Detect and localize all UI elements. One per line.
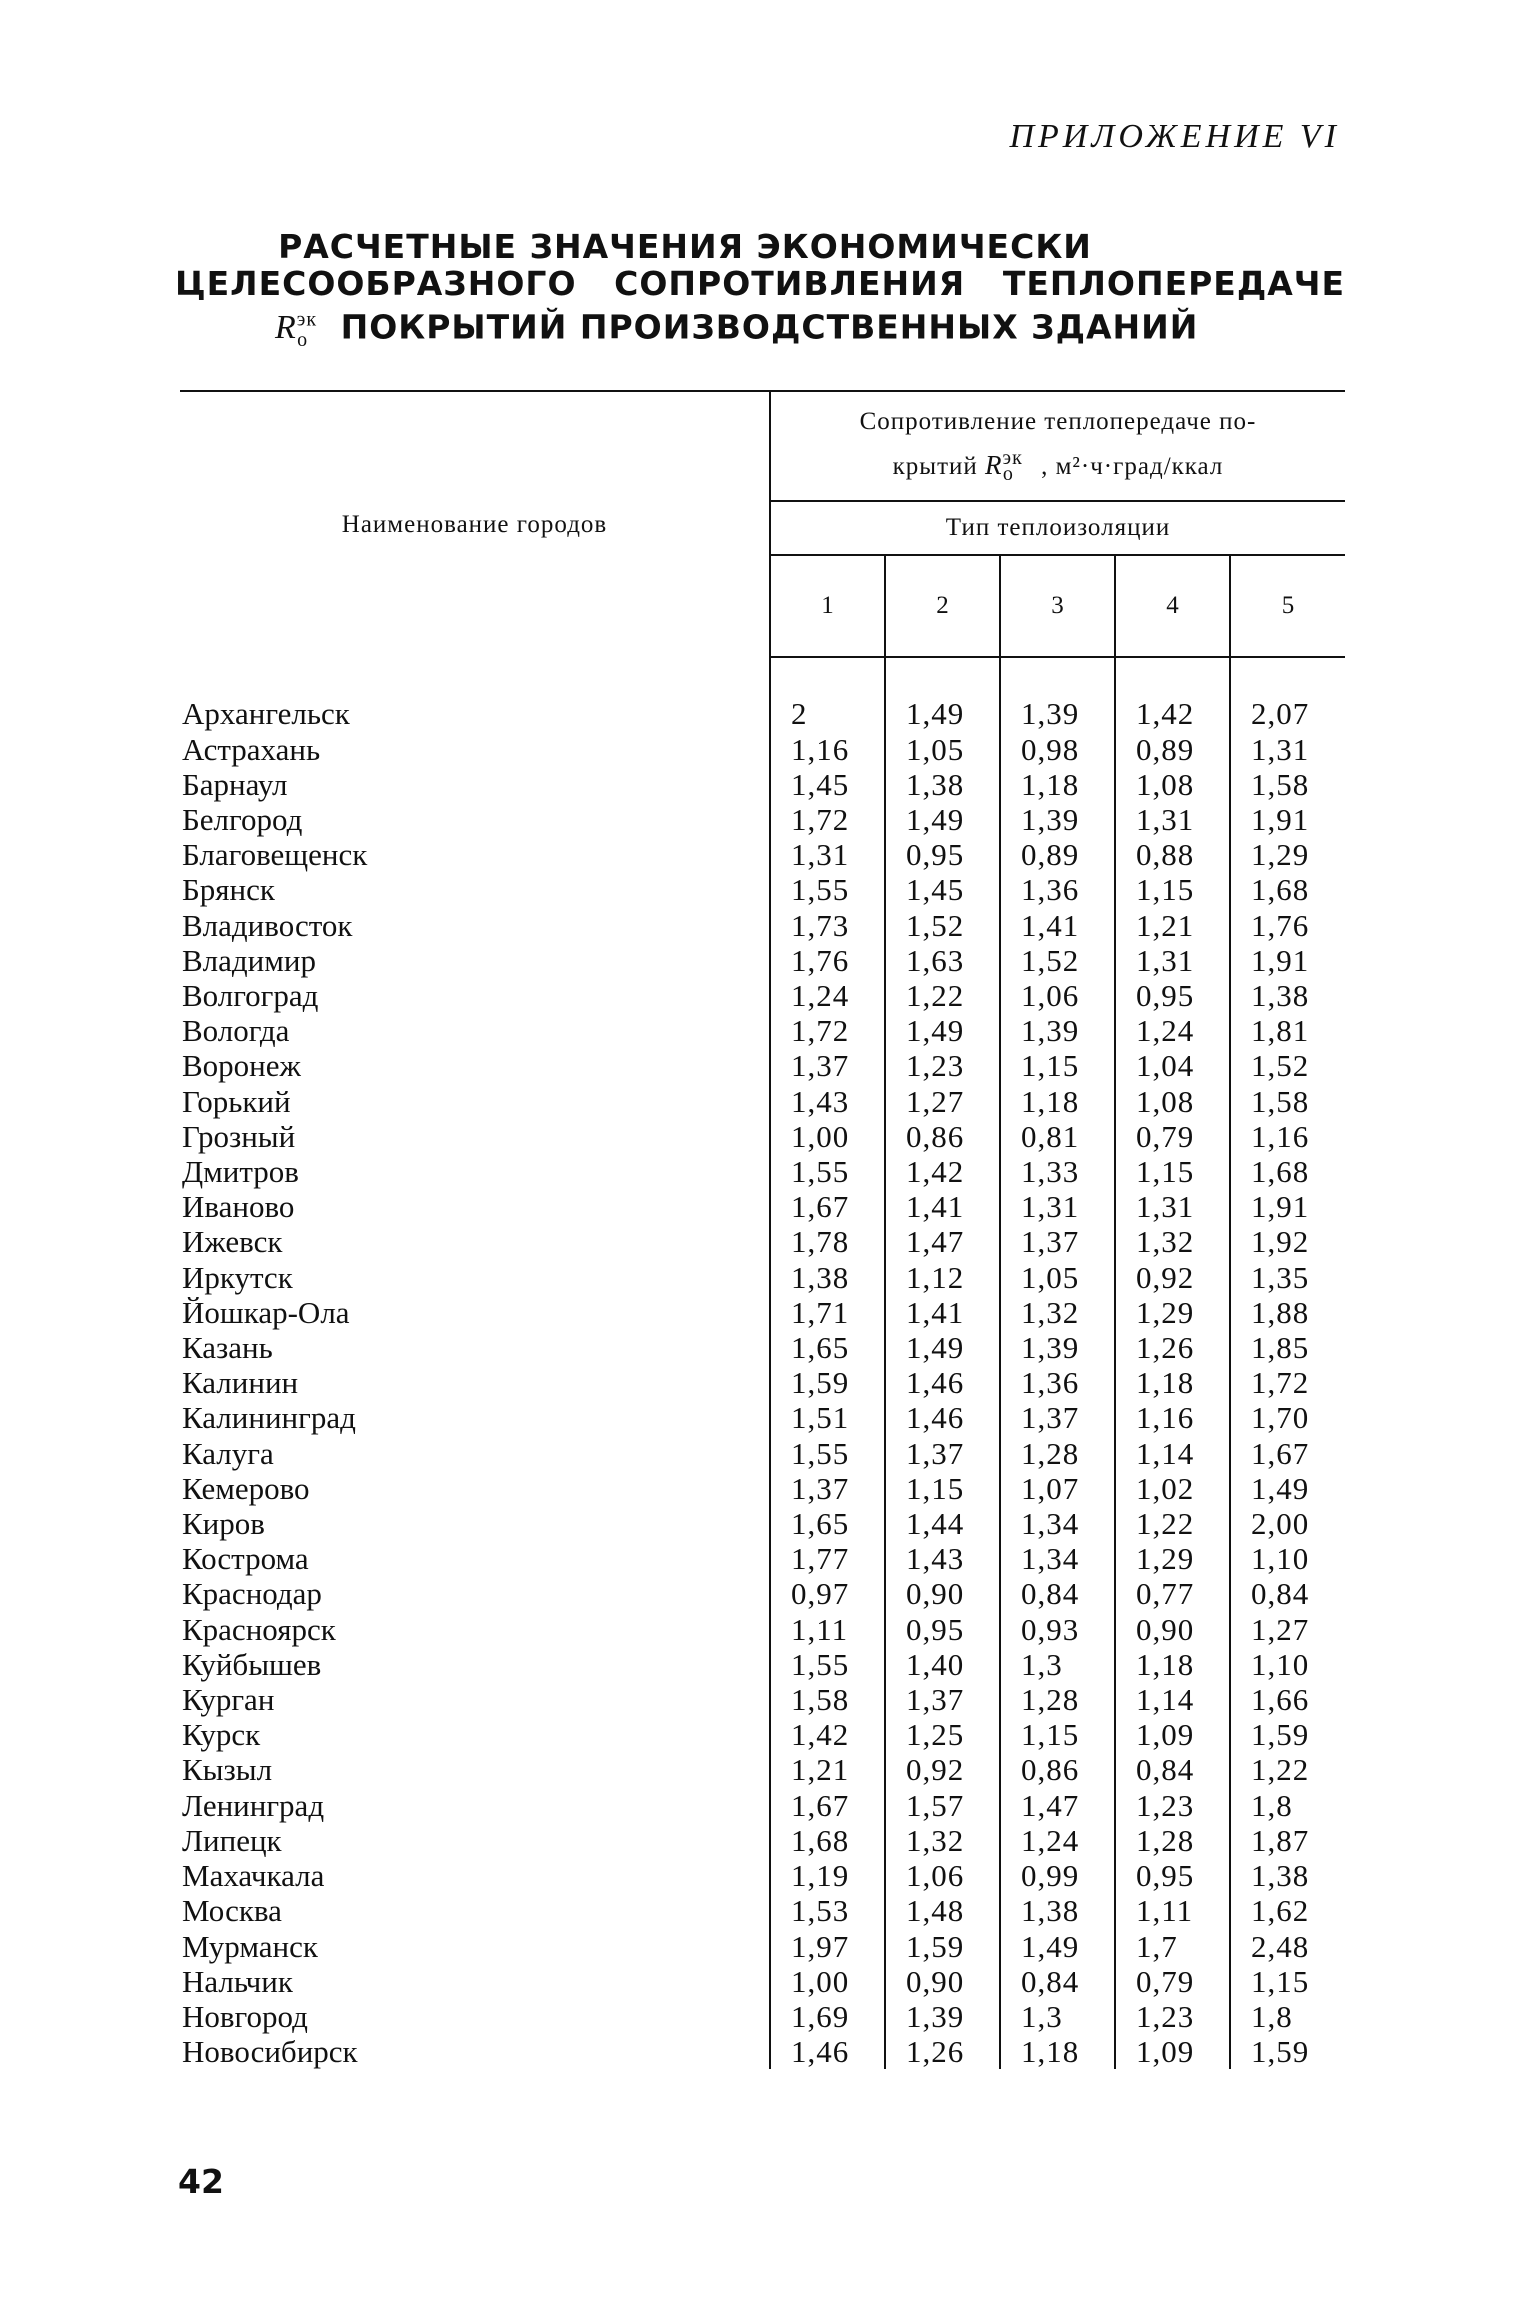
resistance-value-type-5: 1,66: [1230, 1682, 1345, 1717]
resistance-value-type-2: 1,37: [885, 1436, 1000, 1471]
resistance-value-type-4: 1,42: [1115, 696, 1230, 731]
table-row: [180, 1964, 1345, 1999]
resistance-value-type-3: 0,84: [1000, 1964, 1115, 1999]
resistance-value-type-1: 1,46: [770, 2034, 885, 2069]
appendix-label: ПРИЛОЖЕНИЕ VI: [1009, 118, 1340, 155]
resistance-value-type-4: 0,79: [1115, 1964, 1230, 1999]
resistance-value-type-4: 0,79: [1115, 1119, 1230, 1154]
resistance-value-type-1: 1,37: [770, 1048, 885, 1083]
city-name: Москва: [182, 1893, 282, 1929]
resistance-value-type-5: 1,91: [1230, 1189, 1345, 1224]
resistance-value-type-1: 1,78: [770, 1224, 885, 1259]
resistance-value-type-5: 1,68: [1230, 872, 1345, 907]
resistance-value-type-3: 1,18: [1000, 767, 1115, 802]
resistance-value-type-1: 1,58: [770, 1682, 885, 1717]
resistance-value-type-2: 1,47: [885, 1224, 1000, 1259]
resistance-value-type-1: 1,43: [770, 1084, 885, 1119]
insulation-type-5: 5: [1230, 555, 1345, 657]
resistance-value-type-5: 1,29: [1230, 837, 1345, 872]
resistance-value-type-3: 1,28: [1000, 1436, 1115, 1471]
resistance-value-type-5: 1,8: [1230, 1999, 1345, 2034]
resistance-value-type-2: 1,63: [885, 943, 1000, 978]
table-row: [180, 1013, 1345, 1048]
insulation-type-4: 4: [1115, 555, 1230, 657]
table-row: [180, 1224, 1345, 1259]
resistance-value-type-3: 1,39: [1000, 1330, 1115, 1365]
resistance-value-type-4: 1,24: [1115, 1013, 1230, 1048]
resistance-value-type-1: 1,53: [770, 1893, 885, 1928]
table-row: [180, 1365, 1345, 1400]
resistance-value-type-3: 1,3: [1000, 1999, 1115, 2034]
resistance-value-type-2: 1,06: [885, 1858, 1000, 1893]
resistance-value-type-3: 1,18: [1000, 2034, 1115, 2069]
table-row: [180, 1541, 1345, 1576]
insulation-type-header: Тип теплоизоляции: [770, 501, 1345, 555]
title-line-3-text: ПОКРЫТИЙ ПРОИЗВОДСТВЕННЫХ ЗДАНИЙ: [340, 307, 1199, 347]
resistance-value-type-3: 0,89: [1000, 837, 1115, 872]
resistance-value-type-2: 1,49: [885, 696, 1000, 731]
city-name: Киров: [182, 1506, 265, 1542]
table-row: [180, 696, 1345, 731]
resistance-value-type-3: 1,15: [1000, 1048, 1115, 1083]
resistance-value-type-5: 1,58: [1230, 1084, 1345, 1119]
resistance-value-type-2: 1,25: [885, 1717, 1000, 1752]
city-name: Архангельск: [182, 696, 350, 732]
city-name: Кызыл: [182, 1752, 273, 1788]
city-name: Грозный: [182, 1118, 296, 1154]
resistance-value-type-3: 0,81: [1000, 1119, 1115, 1154]
resistance-value-type-4: 1,08: [1115, 767, 1230, 802]
resistance-value-type-3: 1,37: [1000, 1400, 1115, 1435]
table-row: [180, 1999, 1345, 2034]
resistance-value-type-5: 1,87: [1230, 1823, 1345, 1858]
resistance-value-type-5: 2,00: [1230, 1506, 1345, 1541]
resistance-value-type-1: 1,69: [770, 1999, 885, 2034]
resistance-value-type-2: 1,38: [885, 767, 1000, 802]
city-name: Горький: [182, 1083, 291, 1119]
city-name: Кемерово: [182, 1470, 310, 1506]
resistance-value-type-3: 1,07: [1000, 1471, 1115, 1506]
city-name: Барнаул: [182, 766, 288, 802]
resistance-value-type-3: 1,37: [1000, 1224, 1115, 1259]
resistance-value-type-1: 1,45: [770, 767, 885, 802]
resistance-value-type-4: 1,26: [1115, 1330, 1230, 1365]
city-name: Нальчик: [182, 1963, 293, 1999]
resistance-value-type-5: 2,07: [1230, 696, 1345, 731]
city-column-header: Наименование городов: [180, 391, 770, 657]
resistance-value-type-4: 1,22: [1115, 1506, 1230, 1541]
table-row: [180, 908, 1345, 943]
table-row: [180, 1647, 1345, 1682]
resistance-value-type-2: 1,49: [885, 1013, 1000, 1048]
resistance-value-type-3: 1,32: [1000, 1295, 1115, 1330]
resistance-value-type-4: 1,16: [1115, 1400, 1230, 1435]
resistance-value-type-5: 1,72: [1230, 1365, 1345, 1400]
table-row: [180, 1084, 1345, 1119]
resistance-value-type-3: 1,28: [1000, 1682, 1115, 1717]
resistance-value-type-5: 1,27: [1230, 1612, 1345, 1647]
city-name: Воронеж: [182, 1048, 301, 1084]
resistance-value-type-4: 1,09: [1115, 1717, 1230, 1752]
city-name: Калуга: [182, 1435, 274, 1471]
resistance-value-type-2: 0,90: [885, 1576, 1000, 1611]
resistance-value-type-1: 1,55: [770, 1647, 885, 1682]
resistance-value-type-1: 1,65: [770, 1506, 885, 1541]
resistance-value-type-4: 1,32: [1115, 1224, 1230, 1259]
resistance-value-type-3: 1,52: [1000, 943, 1115, 978]
table-row: [180, 943, 1345, 978]
city-name: Махачкала: [182, 1858, 325, 1894]
city-name: Красноярск: [182, 1611, 336, 1647]
city-name: Казань: [182, 1330, 273, 1366]
resistance-value-type-4: 1,14: [1115, 1682, 1230, 1717]
table-row: [180, 872, 1345, 907]
resistance-value-type-4: 1,29: [1115, 1295, 1230, 1330]
table-row: [180, 1682, 1345, 1717]
resistance-value-type-5: 1,59: [1230, 2034, 1345, 2069]
resistance-value-type-5: 1,91: [1230, 802, 1345, 837]
resistance-value-type-2: 1,52: [885, 908, 1000, 943]
resistance-value-type-3: 0,98: [1000, 732, 1115, 767]
resistance-value-type-3: 1,36: [1000, 872, 1115, 907]
resistance-value-type-3: 0,99: [1000, 1858, 1115, 1893]
table-title: [175, 228, 1345, 359]
resistance-value-type-1: 0,97: [770, 1576, 885, 1611]
resistance-value-type-1: 1,16: [770, 732, 885, 767]
resistance-value-type-1: 1,76: [770, 943, 885, 978]
resistance-value-type-4: 1,29: [1115, 1541, 1230, 1576]
resistance-value-type-3: 1,41: [1000, 908, 1115, 943]
resistance-value-type-4: 1,23: [1115, 1788, 1230, 1823]
resistance-group-header: Сопротивление теплопередаче по- крытий $R^{эк}_о$ , м²·ч·град/ккал: [770, 391, 1345, 501]
resistance-value-type-2: 1,12: [885, 1260, 1000, 1295]
resistance-value-type-2: 0,95: [885, 1612, 1000, 1647]
resistance-value-type-4: 0,95: [1115, 978, 1230, 1013]
resistance-value-type-3: 1,39: [1000, 1013, 1115, 1048]
city-name: Брянск: [182, 872, 275, 908]
resistance-value-type-5: 0,84: [1230, 1576, 1345, 1611]
resistance-value-type-5: 1,62: [1230, 1893, 1345, 1928]
resistance-value-type-1: 1,72: [770, 1013, 885, 1048]
table-row: [180, 1752, 1345, 1787]
table-row: [180, 837, 1345, 872]
resistance-value-type-3: 1,49: [1000, 1929, 1115, 1964]
resistance-value-type-1: 1,00: [770, 1119, 885, 1154]
resistance-value-type-1: 1,24: [770, 978, 885, 1013]
resistance-value-type-5: 2,48: [1230, 1929, 1345, 1964]
resistance-value-type-5: 1,35: [1230, 1260, 1345, 1295]
resistance-value-type-3: 0,84: [1000, 1576, 1115, 1611]
resistance-value-type-5: 1,70: [1230, 1400, 1345, 1435]
resistance-value-type-1: 2: [770, 696, 885, 731]
resistance-value-type-4: 1,15: [1115, 872, 1230, 907]
resistance-value-type-5: 1,59: [1230, 1717, 1345, 1752]
resistance-value-type-1: 1,31: [770, 837, 885, 872]
table-row: [180, 802, 1345, 837]
city-name: Белгород: [182, 802, 303, 837]
resistance-value-type-1: 1,73: [770, 908, 885, 943]
resistance-value-type-1: 1,51: [770, 1400, 885, 1435]
resistance-value-type-3: 1,39: [1000, 696, 1115, 731]
resistance-value-type-4: 1,02: [1115, 1471, 1230, 1506]
resistance-value-type-3: 1,34: [1000, 1506, 1115, 1541]
resistance-value-type-1: 1,97: [770, 1929, 885, 1964]
resistance-value-type-1: 1,37: [770, 1471, 885, 1506]
resistance-value-type-4: 1,08: [1115, 1084, 1230, 1119]
resistance-value-type-3: 1,47: [1000, 1788, 1115, 1823]
resistance-value-type-4: 1,28: [1115, 1823, 1230, 1858]
resistance-value-type-2: 1,43: [885, 1541, 1000, 1576]
resistance-value-type-5: 1,68: [1230, 1154, 1345, 1189]
city-name: Ленинград: [182, 1787, 325, 1823]
city-name: Вологда: [182, 1013, 290, 1049]
table-row: [180, 1576, 1345, 1611]
table-row: [180, 978, 1345, 1013]
resistance-value-type-1: 1,21: [770, 1752, 885, 1787]
table-row: [180, 1189, 1345, 1224]
city-name: Йошкар-Ола: [182, 1294, 350, 1330]
resistance-value-type-2: 1,57: [885, 1788, 1000, 1823]
table-row: [180, 1330, 1345, 1365]
resistance-value-type-5: 1,88: [1230, 1295, 1345, 1330]
resistance-value-type-4: 1,15: [1115, 1154, 1230, 1189]
resistance-value-type-5: 1,67: [1230, 1436, 1345, 1471]
resistance-value-type-1: 1,65: [770, 1330, 885, 1365]
resistance-value-type-2: 1,05: [885, 732, 1000, 767]
resistance-value-type-2: 1,22: [885, 978, 1000, 1013]
city-name: Калининград: [182, 1400, 356, 1436]
resistance-value-type-3: 1,05: [1000, 1260, 1115, 1295]
resistance-value-type-5: 1,38: [1230, 1858, 1345, 1893]
resistance-table: [180, 390, 1345, 2069]
table-row: [180, 1048, 1345, 1083]
insulation-type-1: 1: [770, 555, 885, 657]
resistance-value-type-5: 1,91: [1230, 943, 1345, 978]
resistance-value-type-4: 1,21: [1115, 908, 1230, 943]
resistance-value-type-2: 0,86: [885, 1119, 1000, 1154]
resistance-value-type-1: 1,67: [770, 1788, 885, 1823]
resistance-value-type-5: 1,58: [1230, 767, 1345, 802]
resistance-value-type-1: 1,67: [770, 1189, 885, 1224]
resistance-value-type-4: 1,7: [1115, 1929, 1230, 1964]
table-row: [180, 1929, 1345, 1964]
resistance-value-type-4: 1,31: [1115, 943, 1230, 978]
city-name: Владивосток: [182, 907, 353, 943]
resistance-value-type-2: 1,41: [885, 1189, 1000, 1224]
resistance-value-type-5: 1,10: [1230, 1647, 1345, 1682]
resistance-value-type-4: 1,18: [1115, 1365, 1230, 1400]
city-name: Курган: [182, 1682, 275, 1718]
resistance-value-type-3: 1,38: [1000, 1893, 1115, 1928]
table-row: [180, 1295, 1345, 1330]
resistance-value-type-2: 1,26: [885, 2034, 1000, 2069]
table-row: [180, 1119, 1345, 1154]
resistance-value-type-3: 1,31: [1000, 1189, 1115, 1224]
resistance-value-type-3: 1,36: [1000, 1365, 1115, 1400]
resistance-value-type-4: 1,31: [1115, 1189, 1230, 1224]
title-line-1: РАСЧЕТНЫЕ ЗНАЧЕНИЯ ЭКОНОМИЧЕСКИ: [278, 227, 1092, 266]
table-row: [180, 1506, 1345, 1541]
resistance-value-type-1: 1,72: [770, 802, 885, 837]
city-name: Кострома: [182, 1541, 309, 1577]
city-name: Дмитров: [182, 1154, 299, 1190]
table-row: [180, 1893, 1345, 1928]
resistance-value-type-2: 1,49: [885, 1330, 1000, 1365]
resistance-value-type-2: 1,39: [885, 1999, 1000, 2034]
resistance-value-type-5: 1,22: [1230, 1752, 1345, 1787]
resistance-value-type-2: 0,92: [885, 1752, 1000, 1787]
resistance-value-type-5: 1,85: [1230, 1330, 1345, 1365]
resistance-value-type-3: 0,86: [1000, 1752, 1115, 1787]
resistance-value-type-1: 1,68: [770, 1823, 885, 1858]
city-name: Калинин: [182, 1365, 299, 1401]
resistance-value-type-3: 1,06: [1000, 978, 1115, 1013]
city-name: Астрахань: [182, 731, 321, 767]
table-row: [180, 1612, 1345, 1647]
resistance-value-type-3: 0,93: [1000, 1612, 1115, 1647]
table-row: [180, 1858, 1345, 1893]
resistance-value-type-2: 1,45: [885, 872, 1000, 907]
city-name: Куйбышев: [182, 1646, 322, 1682]
resistance-value-type-3: 1,24: [1000, 1823, 1115, 1858]
resistance-value-type-5: 1,15: [1230, 1964, 1345, 1999]
table-row: [180, 1436, 1345, 1471]
resistance-value-type-4: 0,89: [1115, 732, 1230, 767]
resistance-value-type-2: 1,27: [885, 1084, 1000, 1119]
resistance-value-type-2: 1,49: [885, 802, 1000, 837]
resistance-value-type-3: 1,34: [1000, 1541, 1115, 1576]
resistance-value-type-5: 1,38: [1230, 978, 1345, 1013]
table-row: [180, 732, 1345, 767]
city-name: Иркутск: [182, 1259, 293, 1295]
table-row: [180, 1471, 1345, 1506]
city-name: Благовещенск: [182, 837, 368, 873]
resistance-value-type-1: 1,59: [770, 1365, 885, 1400]
resistance-value-type-5: 1,49: [1230, 1471, 1345, 1506]
table-row: [180, 1260, 1345, 1295]
resistance-value-type-3: 1,18: [1000, 1084, 1115, 1119]
table-row: [180, 1154, 1345, 1189]
resistance-value-type-4: 0,95: [1115, 1858, 1230, 1893]
resistance-value-type-4: 1,14: [1115, 1436, 1230, 1471]
resistance-value-type-4: 1,11: [1115, 1893, 1230, 1928]
resistance-symbol: $R^{эк}_о$: [275, 309, 318, 352]
resistance-value-type-1: 1,77: [770, 1541, 885, 1576]
resistance-value-type-5: 1,76: [1230, 908, 1345, 943]
resistance-value-type-1: 1,55: [770, 1436, 885, 1471]
resistance-value-type-2: 1,48: [885, 1893, 1000, 1928]
resistance-value-type-2: 1,44: [885, 1506, 1000, 1541]
resistance-value-type-4: 1,09: [1115, 2034, 1230, 2069]
resistance-value-type-3: 1,3: [1000, 1647, 1115, 1682]
city-name: Ижевск: [182, 1224, 283, 1260]
city-name: Краснодар: [182, 1576, 322, 1612]
table-row: [180, 2034, 1345, 2069]
resistance-value-type-3: 1,33: [1000, 1154, 1115, 1189]
insulation-type-3: 3: [1000, 555, 1115, 657]
city-name: Иваново: [182, 1189, 295, 1225]
resistance-value-type-1: 1,55: [770, 872, 885, 907]
title-line-3: [175, 302, 1345, 359]
resistance-value-type-2: 1,23: [885, 1048, 1000, 1083]
resistance-value-type-5: 1,8: [1230, 1788, 1345, 1823]
resistance-value-type-4: 0,90: [1115, 1612, 1230, 1647]
resistance-value-type-2: 1,32: [885, 1823, 1000, 1858]
resistance-value-type-1: 1,71: [770, 1295, 885, 1330]
city-name: Курск: [182, 1717, 261, 1753]
resistance-value-type-5: 1,81: [1230, 1013, 1345, 1048]
resistance-value-type-4: 0,88: [1115, 837, 1230, 872]
resistance-value-type-2: 1,46: [885, 1365, 1000, 1400]
resistance-value-type-4: 1,23: [1115, 1999, 1230, 2034]
table-row: [180, 1788, 1345, 1823]
resistance-value-type-5: 1,10: [1230, 1541, 1345, 1576]
table-row: [180, 1400, 1345, 1435]
resistance-value-type-2: 1,42: [885, 1154, 1000, 1189]
city-name: Мурманск: [182, 1928, 318, 1964]
resistance-value-type-3: 1,39: [1000, 802, 1115, 837]
resistance-value-type-4: 0,84: [1115, 1752, 1230, 1787]
resistance-value-type-2: 1,41: [885, 1295, 1000, 1330]
resistance-value-type-1: 1,19: [770, 1858, 885, 1893]
city-name: Волгоград: [182, 978, 319, 1014]
resistance-value-type-1: 1,11: [770, 1612, 885, 1647]
city-name: Новосибирск: [182, 2034, 358, 2070]
resistance-value-type-4: 1,04: [1115, 1048, 1230, 1083]
resistance-value-type-2: 1,40: [885, 1647, 1000, 1682]
resistance-value-type-5: 1,52: [1230, 1048, 1345, 1083]
resistance-value-type-2: 0,90: [885, 1964, 1000, 1999]
resistance-value-type-1: 1,55: [770, 1154, 885, 1189]
resistance-value-type-4: 1,31: [1115, 802, 1230, 837]
resistance-value-type-1: 1,00: [770, 1964, 885, 1999]
city-name: Липецк: [182, 1822, 282, 1858]
title-line-2: ЦЕЛЕСООБРАЗНОГО СОПРОТИВЛЕНИЯ ТЕПЛОПЕРЕДАЧЕ: [175, 264, 1345, 303]
resistance-value-type-3: 1,15: [1000, 1717, 1115, 1752]
page-number: 42: [178, 2162, 224, 2201]
resistance-value-type-1: 1,42: [770, 1717, 885, 1752]
resistance-value-type-5: 1,92: [1230, 1224, 1345, 1259]
table-row: [180, 767, 1345, 802]
resistance-value-type-2: 1,59: [885, 1929, 1000, 1964]
table-row: [180, 1717, 1345, 1752]
resistance-value-type-1: 1,38: [770, 1260, 885, 1295]
resistance-value-type-2: 1,37: [885, 1682, 1000, 1717]
insulation-type-2: 2: [885, 555, 1000, 657]
resistance-value-type-5: 1,16: [1230, 1119, 1345, 1154]
resistance-value-type-4: 0,92: [1115, 1260, 1230, 1295]
resistance-value-type-2: 1,46: [885, 1400, 1000, 1435]
resistance-value-type-2: 1,15: [885, 1471, 1000, 1506]
resistance-value-type-4: 1,18: [1115, 1647, 1230, 1682]
table-row: [180, 1823, 1345, 1858]
resistance-value-type-2: 0,95: [885, 837, 1000, 872]
city-name: Новгород: [182, 1998, 308, 2034]
resistance-value-type-5: 1,31: [1230, 732, 1345, 767]
city-name: Владимир: [182, 942, 316, 978]
resistance-value-type-4: 0,77: [1115, 1576, 1230, 1611]
